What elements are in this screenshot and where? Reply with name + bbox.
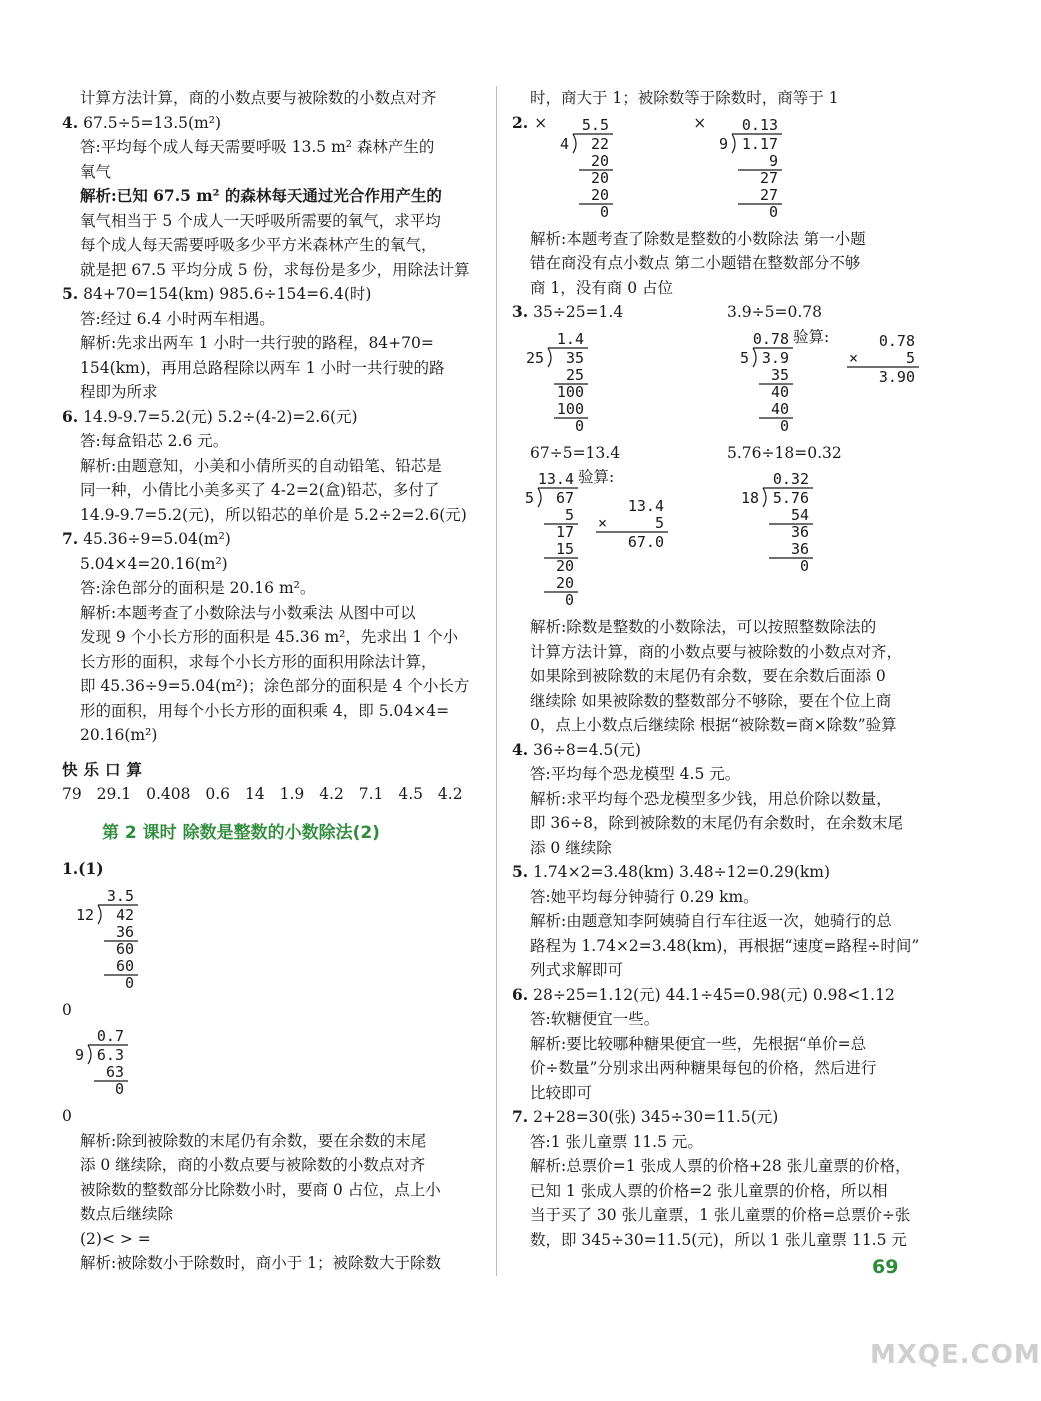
analysis: 添 0 继续除，商的小数点要与被除数的小数点对齐: [80, 1156, 426, 1174]
division-step: 36: [790, 540, 809, 558]
division-step: 27: [760, 168, 779, 187]
analysis: 发现 9 个小长方形的面积是 45.36 m²，先求出 1 个小: [80, 628, 459, 646]
analysis: 计算方法计算，商的小数点要与被除数的小数点对齐，: [530, 642, 903, 661]
long-division: [716, 115, 782, 223]
division-step: 0: [779, 416, 789, 435]
analysis: 解析:除数是整数的小数除法，可以按照整数除法的: [530, 618, 877, 636]
text-line: 时，商大于 1；被除数等于除数时，商等于 1: [530, 89, 839, 107]
dividend: 35: [565, 348, 584, 367]
division-step: 5: [564, 506, 574, 524]
analysis: 比较即可: [530, 1083, 593, 1102]
operator: ×: [849, 348, 859, 367]
quotient: 0.78: [752, 329, 789, 348]
analysis: 解析:总票价=1 张成人票的价格+28 张儿童票的价格，: [530, 1157, 911, 1175]
long-division: [522, 329, 727, 437]
long-division: [737, 469, 842, 577]
analysis: 解析:求平均每个恐龙模型多少钱，用总价除以数量，: [530, 789, 892, 808]
operator: ×: [598, 513, 608, 532]
answer: 答:她平均每分钟骑行 0.29 km。: [530, 887, 759, 906]
calc-svg: [716, 115, 782, 223]
long-division: [557, 115, 613, 223]
long-division: [522, 469, 578, 611]
product: 67.0: [627, 532, 664, 551]
division-bracket: [763, 488, 766, 507]
equation: 84+70=154(km) 985.6÷154=6.4(时): [83, 285, 372, 303]
quotient: 1.4: [556, 329, 584, 348]
division-step: 40: [770, 382, 789, 401]
analysis: 如果除到被除数的末尾仍有余数，要在余数后面添 0: [530, 667, 886, 685]
calc-svg: [557, 115, 613, 223]
analysis: 就是把 67.5 平均分成 5 份，求每份是多少，用除法计算: [80, 260, 470, 279]
division-step: 54: [790, 506, 809, 524]
analysis: 0，点上小数点后继续除 根据“被除数=商×除数”验算: [530, 716, 897, 734]
text-line: 计算方法计算，商的小数点要与被除数的小数点对齐: [80, 89, 437, 107]
equation: 5.04×4=20.16(m²): [80, 554, 228, 573]
division-step: 0: [124, 973, 134, 992]
analysis: 即 36÷8，除到被除数的末尾仍有余数时，在余数末尾: [530, 814, 904, 832]
division-bracket: [548, 348, 551, 367]
analysis: 数，即 345÷30=11.5(元)，所以 1 张儿童票 11.5 元: [530, 1230, 907, 1249]
answer: 答:涂色部分的面积是 20.16 m²。: [80, 579, 316, 597]
question-3-row-b: [512, 441, 957, 616]
divisor: 12: [75, 905, 94, 924]
dividend: 22: [591, 134, 610, 153]
page-number: 69: [872, 1256, 899, 1278]
division-step: 25: [565, 365, 584, 384]
analysis: 被除数的整数部分比除数小时，要商 0 占位，点上小: [80, 1180, 441, 1199]
division-bracket: [88, 1045, 91, 1064]
equation: 35÷25=1.4: [533, 303, 624, 321]
multiplier: 5: [906, 348, 916, 367]
answer: 氧气: [80, 162, 112, 181]
calc-svg: [72, 1026, 128, 1100]
analysis: 解析:被除数小于除数时，商小于 1；被除数大于除数: [80, 1254, 442, 1272]
watermark-logo: MXQE.COM: [870, 1340, 1041, 1370]
answer: 答:1 张儿童票 11.5 元。: [530, 1132, 703, 1151]
division-step: 20: [591, 185, 610, 204]
question-number: 1.(1): [62, 859, 104, 878]
right-column: [512, 86, 957, 1252]
divisor: 25: [525, 348, 544, 367]
division-step: 17: [555, 523, 574, 541]
division-step: 100: [556, 399, 584, 418]
quotient: 3.5: [106, 886, 134, 905]
divisor: 4: [560, 134, 570, 153]
check-label: 验算:: [793, 327, 830, 346]
division-step: 35: [770, 365, 789, 384]
division-step: 60: [115, 956, 134, 975]
wrong-mark: ×: [693, 113, 707, 132]
division-step: 63: [105, 1063, 124, 1081]
equation: 3.9÷5=0.78: [727, 303, 822, 321]
question-3-row-a: [512, 300, 957, 441]
answer: 答:平均每个恐龙模型 4.5 元。: [530, 765, 741, 783]
division-step: 20: [591, 168, 610, 187]
analysis: 继续除 如果被除数的整数部分不够除，要在个位上商: [530, 691, 892, 710]
division-step: 36: [115, 922, 134, 941]
calc-svg: [522, 469, 578, 611]
division-step: 0: [574, 416, 584, 435]
analysis: 数点后继续除: [80, 1205, 174, 1223]
question-number: 4.: [512, 739, 529, 759]
question-2-row: [512, 111, 957, 227]
check-label: 验算:: [578, 468, 615, 486]
divisor: 9: [719, 134, 729, 153]
question-number: 4.: [62, 112, 79, 132]
division-step: 0: [799, 557, 809, 575]
division-step: 60: [115, 939, 134, 958]
quotient: 13.4: [537, 470, 574, 488]
analysis: 形的面积，用每个小长方形的面积乘 4，即 5.04×4=: [80, 701, 450, 720]
divisor: 18: [740, 489, 759, 507]
division-step: 20: [591, 151, 610, 170]
equation: 28÷25=1.12(元) 44.1÷45=0.98(元) 0.98<1.12: [533, 985, 895, 1004]
dividend: 3.9: [761, 348, 789, 367]
text-line: (2)< > =: [80, 1229, 151, 1248]
divisor: 5: [524, 489, 534, 507]
equation: 36÷8=4.5(元): [533, 740, 641, 759]
mental-math-heading: 快乐口算: [62, 760, 149, 779]
question-number: 5.: [512, 862, 529, 881]
division-step: 0: [114, 1080, 124, 1098]
calc-svg: [737, 469, 813, 577]
calc-svg: [588, 494, 668, 551]
calc-svg: [72, 886, 138, 994]
long-division: [72, 886, 507, 994]
equation: 67.5÷5=13.5(m²): [83, 113, 221, 132]
mental-math-answers: 79 29.1 0.408 0.6 14 1.9 4.2 7.1 4.5 4.2: [62, 785, 463, 803]
quotient: 0.7: [96, 1027, 124, 1045]
analysis: 解析:先求出两车 1 小时一共行驶的路程，84+70=: [80, 334, 434, 352]
equation: 14.9-9.7=5.2(元) 5.2÷(4-2)=2.6(元): [83, 407, 358, 426]
division-step: 100: [556, 382, 584, 401]
division-step: 0: [769, 202, 779, 221]
equation: 1.74×2=3.48(km) 3.48÷12=0.29(km): [533, 863, 831, 881]
division-step: 0: [600, 202, 610, 221]
analysis: 已知 1 张成人票的价格=2 张儿童票的价格，所以相: [530, 1181, 888, 1200]
analysis: 解析:由题意知，小美和小倩所买的自动铅笔、铅芯是: [80, 456, 442, 475]
left-column: [62, 86, 507, 1276]
analysis: 路程为 1.74×2=3.48(km)，再根据“速度=路程÷时间”: [530, 936, 920, 955]
multiplier: 5: [654, 513, 664, 532]
dividend: 42: [115, 905, 134, 924]
division-step: 20: [555, 574, 574, 592]
calc-svg: [737, 329, 793, 437]
division-bracket: [573, 134, 576, 153]
division-bracket: [538, 488, 541, 507]
division-step: 36: [790, 523, 809, 541]
question-number: 7.: [512, 1107, 529, 1126]
vertical-multiplication: [588, 494, 668, 551]
dividend: 1.17: [742, 134, 779, 153]
dividend: 6.3: [96, 1046, 124, 1064]
text-line: 0: [62, 1000, 72, 1019]
long-division: [72, 1026, 507, 1100]
analysis: 解析:由题意知李阿姨骑自行车往返一次，她骑行的总: [530, 912, 892, 930]
analysis: 程即为所求: [80, 383, 158, 401]
analysis: 154(km)，再用总路程除以两车 1 小时一共行驶的路: [80, 358, 445, 377]
answer: 答:平均每个成人每天需要呼吸 13.5 m² 森林产生的: [80, 138, 435, 156]
analysis: 14.9-9.7=5.2(元)，所以铅芯的单价是 5.2÷2=2.6(元): [80, 505, 467, 524]
analysis: 即 45.36÷9=5.04(m²)；涂色部分的面积是 4 个小长方: [80, 677, 470, 695]
question-number: 6.: [512, 984, 529, 1004]
calc-svg: [839, 329, 919, 386]
question-number: 2.: [512, 112, 529, 132]
equation: 2+28=30(张) 345÷30=11.5(元): [533, 1108, 779, 1126]
question-number: 5.: [62, 284, 79, 303]
question-number: 7.: [62, 529, 79, 548]
wrong-mark: ×: [534, 113, 548, 132]
analysis: 每个成人每天需要呼吸多少平方米森林产生的氧气，: [80, 236, 437, 254]
division-step: 15: [555, 540, 574, 558]
analysis: 20.16(m²): [80, 726, 158, 744]
division-bracket: [732, 134, 735, 153]
vertical-multiplication: [839, 329, 919, 386]
analysis: 长方形的面积，求每个小长方形的面积用除法计算，: [80, 652, 437, 671]
equation: 67÷5=13.4: [530, 443, 621, 462]
analysis: 列式求解即可: [530, 961, 624, 979]
division-step: 9: [769, 151, 779, 170]
analysis: 错在商没有点小数点 第二小题错在整数部分不够: [530, 254, 861, 272]
quotient: 0.32: [772, 470, 809, 488]
equation: 45.36÷9=5.04(m²): [83, 530, 231, 548]
divisor: 5: [739, 348, 749, 367]
answer: 答:每盒铅芯 2.6 元。: [80, 432, 229, 450]
text-line: 0: [62, 1107, 72, 1125]
question-number: 6.: [62, 406, 79, 426]
division-step: 20: [555, 557, 574, 575]
analysis: 解析:本题考查了除数是整数的小数除法 第一小题: [530, 229, 866, 248]
division-bracket: [753, 348, 756, 367]
long-division: [737, 329, 793, 437]
multiplicand: 0.78: [879, 331, 916, 350]
analysis: 解析:除到被除数的末尾仍有余数，要在余数的末尾: [80, 1131, 427, 1150]
division-step: 40: [770, 399, 789, 418]
calc-svg: [522, 329, 588, 437]
quotient: 0.13: [742, 115, 779, 134]
analysis: 商 1，没有商 0 占位: [530, 278, 674, 297]
answer: 答:软糖便宜一些。: [530, 1010, 660, 1028]
analysis: 添 0 继续除: [530, 838, 612, 857]
dividend: 5.76: [772, 489, 809, 507]
quotient: 5.5: [582, 115, 610, 134]
analysis: 氧气相当于 5 个成人一天呼吸所需要的氧气，求平均: [80, 211, 441, 230]
question-number: 3.: [512, 302, 529, 321]
multiplicand: 13.4: [627, 496, 664, 515]
analysis: 解析:要比较哪种糖果便宜一些，先根据“单价=总: [530, 1034, 867, 1053]
division-step: 0: [564, 591, 574, 609]
answer: 答:经过 6.4 小时两车相遇。: [80, 309, 275, 328]
divisor: 9: [74, 1046, 84, 1064]
section-title: 第 2 课时 除数是整数的小数除法(2): [102, 822, 380, 843]
dividend: 67: [555, 489, 574, 507]
division-step: 27: [760, 185, 779, 204]
analysis: 当于买了 30 张儿童票，1 张儿童票的价格=总票价÷张: [530, 1206, 911, 1224]
equation: 5.76÷18=0.32: [727, 443, 842, 462]
analysis: 解析:已知 67.5 m² 的森林每天通过光合作用产生的: [80, 186, 442, 205]
analysis: 解析:本题考查了小数除法与小数乘法 从图中可以: [80, 603, 416, 622]
analysis: 价÷数量”分别求出两种糖果每包的价格，然后进行: [530, 1059, 877, 1077]
division-bracket: [98, 905, 101, 924]
product: 3.90: [879, 367, 916, 386]
analysis: 同一种，小倩比小美多买了 4-2=2(盒)铅芯，多付了: [80, 481, 440, 499]
